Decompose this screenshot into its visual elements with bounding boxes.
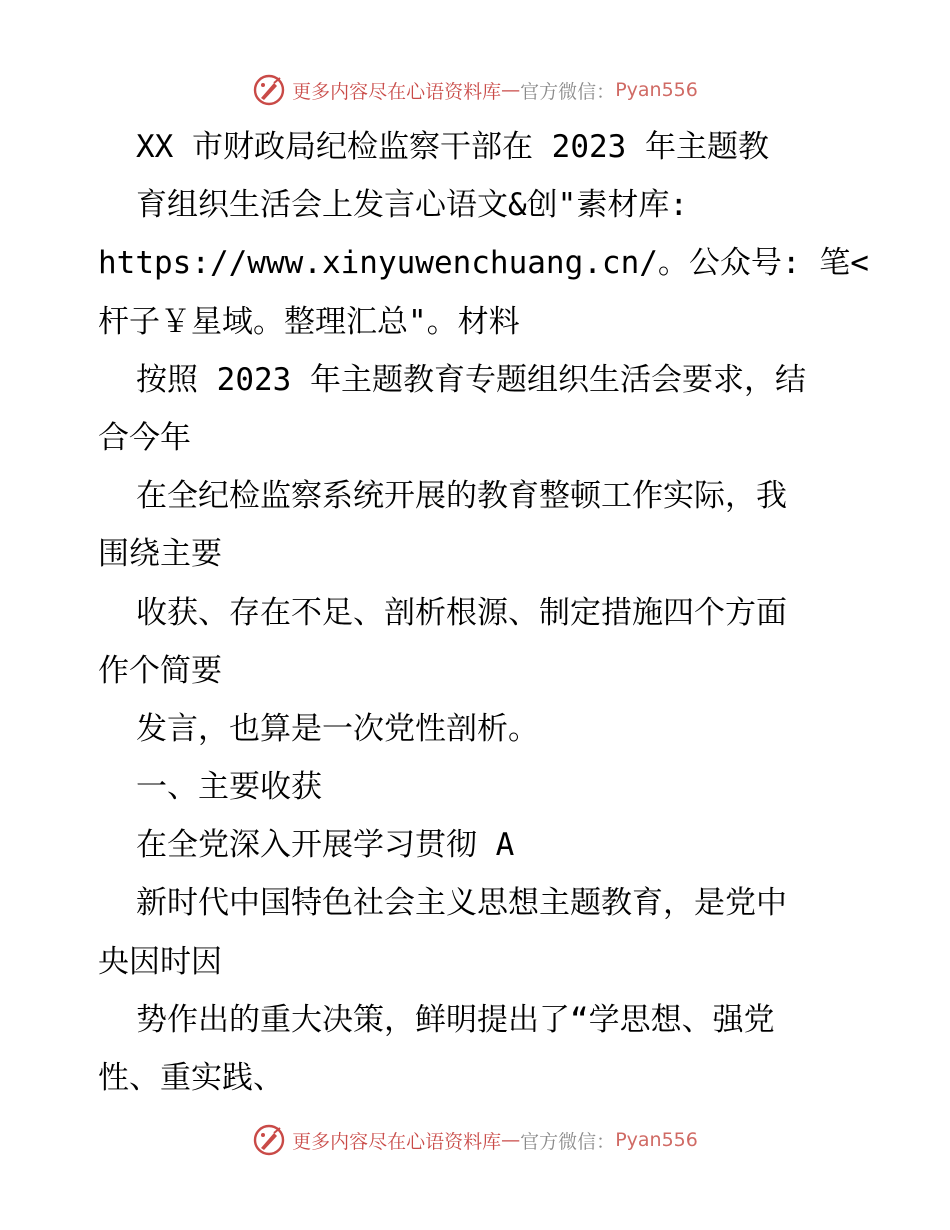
body-line: 新时代中国特色社会主义思想主题教育，是党中 (136, 885, 787, 922)
body-line: 性、重实践、 (98, 1060, 284, 1096)
banner-main-text: 更多内容尽在心语资料库 (292, 1130, 502, 1153)
body-line: 势作出的重大决策，鲜明提出了“学思想、强党 (136, 1001, 775, 1038)
body-line: 作个简要 (98, 652, 222, 689)
body-line: 育组织生活会上发言心语文&创"素材库: (136, 187, 688, 224)
banner-dash: — (501, 1129, 521, 1151)
banner-wechat-label: 官方微信： (520, 1130, 616, 1153)
body-line: 按照 2023 年主题教育专题组织生活会要求，结 (136, 361, 806, 398)
header-banner (0, 70, 950, 110)
body-line: 围绕主要 (98, 536, 222, 573)
banner-wechat-handle: Pyan556 (615, 79, 698, 101)
quill-seal-icon (252, 1123, 286, 1157)
body-line: 在全党深入开展学习贯彻 A (136, 827, 515, 864)
banner-wechat-label: 官方微信： (520, 80, 616, 103)
body-line: 央因时因 (98, 943, 222, 980)
body-line: 杆子￥星域。整理汇总"。材料 (98, 303, 520, 340)
body-line: https://www.xinyuwenchuang.cn/。公众号: 笔< (98, 245, 869, 282)
document-body (98, 118, 869, 1107)
banner-wechat-handle: Pyan556 (615, 1129, 698, 1151)
banner-dash: — (501, 79, 521, 101)
body-line: 在全纪检监察系统开展的教育整顿工作实际，我 (136, 478, 787, 515)
quill-seal-icon (252, 73, 286, 107)
body-line: 合今年 (98, 419, 191, 456)
body-line: 一、主要收获 (136, 769, 322, 806)
banner-main-text: 更多内容尽在心语资料库 (292, 80, 502, 103)
body-line: XX 市财政局纪检监察干部在 2023 年主题教 (136, 129, 769, 165)
footer-banner (0, 1120, 950, 1160)
body-line: 发言，也算是一次党性剖析。 (136, 710, 539, 747)
body-line: 收获、存在不足、剖析根源、制定措施四个方面 (136, 594, 787, 631)
